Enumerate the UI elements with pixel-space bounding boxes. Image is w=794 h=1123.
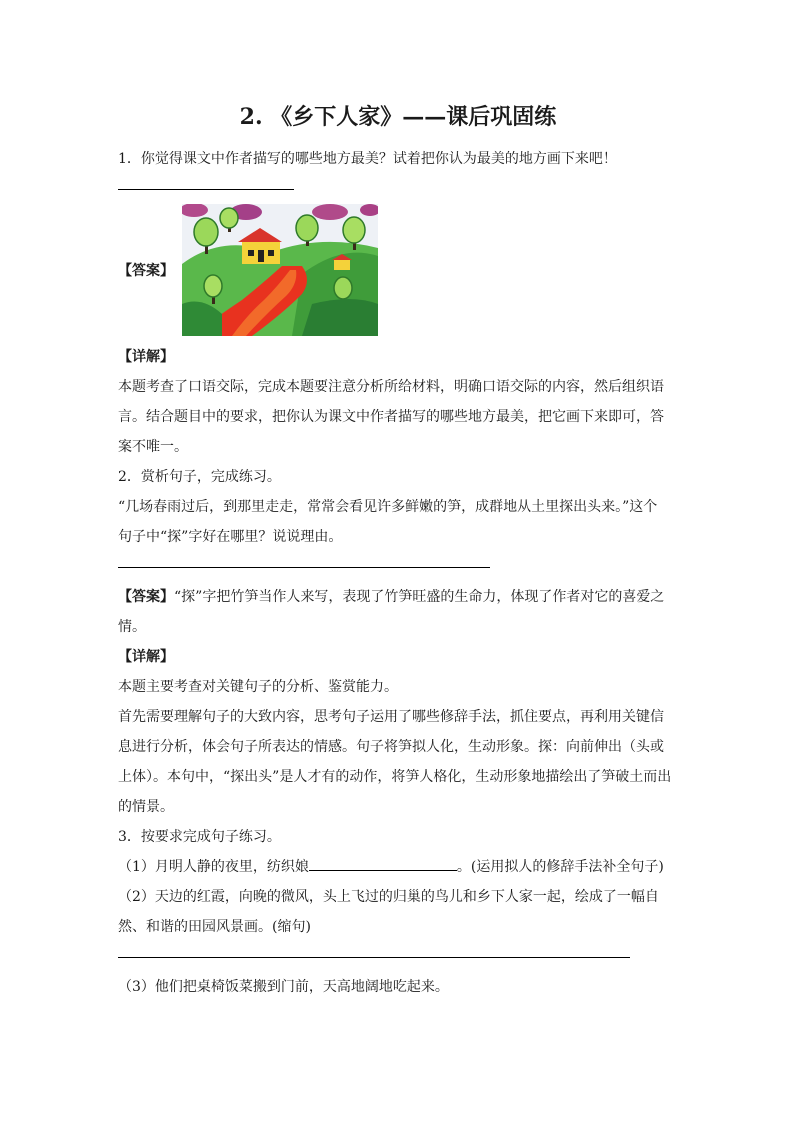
landscape-drawing-image [182, 204, 378, 336]
q3-prompt: 3．按要求完成句子练习。 [118, 829, 281, 845]
q1-prompt: 1．你觉得课文中作者描写的哪些地方最美？试着把你认为最美的地方画下来吧！ [118, 151, 617, 167]
q1-answer [118, 204, 678, 336]
q1-detail-label: 【详解】 [118, 349, 174, 365]
q2-answer-text-1: “探”字把竹笋当作人来写，表现了竹笋旺盛的生命力，体现了作者对它的喜爱之 [174, 589, 665, 605]
page-title: 2. 《乡下人家》——课后巩固练 [239, 104, 557, 130]
q2-answer-blank [118, 566, 490, 568]
q2-detail-line-5: 的情景。 [118, 799, 174, 815]
q3-item-2-line-2: 然、和谐的田园风景画。(缩句) [118, 919, 311, 935]
q1-detail-line-3: 案不唯一。 [118, 439, 188, 455]
q1-answer-label: 【答案】 [118, 263, 174, 279]
q3-item-1-blank [309, 854, 457, 871]
q2-detail-line-4: 上体）。本句中，“探出头”是人才有的动作，将笋人格化，生动形象地描绘出了笋破土而出 [118, 769, 672, 785]
q2-answer-line-1 [118, 582, 678, 612]
q1-detail-line-2: 言。结合题目中的要求，把你认为课文中作者描写的哪些地方最美，把它画下来即可，答 [118, 409, 664, 425]
q2-prompt: 2．赏析句子，完成练习。 [118, 469, 281, 485]
q2-detail-label: 【详解】 [118, 649, 174, 665]
q3-item-1-before: （1）月明人静的夜里，纺织娘 [118, 859, 309, 875]
q3-item-1 [118, 852, 678, 882]
q1-answer-blank [118, 188, 294, 190]
q2-quote-line-1: “几场春雨过后，到那里走走，常常会看见许多鲜嫩的笋，成群地从土里探出头来。”这个 [118, 499, 658, 515]
q3-item-3: （3）他们把桌椅饭菜搬到门前，天高地阔地吃起来。 [118, 979, 449, 995]
q1-detail-line-1: 本题考查了口语交际，完成本题要注意分析所给材料，明确口语交际的内容，然后组织语 [118, 379, 664, 395]
q2-quote-line-2: 句子中“探”字好在哪里？说说理由。 [118, 529, 343, 545]
q3-item-1-after: 。(运用拟人的修辞手法补全句子) [456, 859, 664, 875]
q3-item-2-line-1: （2）天边的红霞，向晚的微风，头上飞过的归巢的鸟儿和乡下人家一起，绘成了一幅自 [118, 889, 659, 905]
q3-item-2-blank [118, 956, 630, 958]
document-content [118, 100, 678, 1002]
q2-detail-line-1: 本题主要考查对关键句子的分析、鉴赏能力。 [118, 679, 398, 695]
q2-detail-line-2: 首先需要理解句子的大致内容，思考句子运用了哪些修辞手法，抓住要点，再利用关键信 [118, 709, 664, 725]
q2-answer-label: 【答案】 [118, 589, 174, 605]
q2-detail-line-3: 息进行分析，体会句子所表达的情感。句子将笋拟人化，生动形象。探：向前伸出（头或 [118, 739, 664, 755]
q2-answer-line-2: 情。 [118, 619, 146, 635]
